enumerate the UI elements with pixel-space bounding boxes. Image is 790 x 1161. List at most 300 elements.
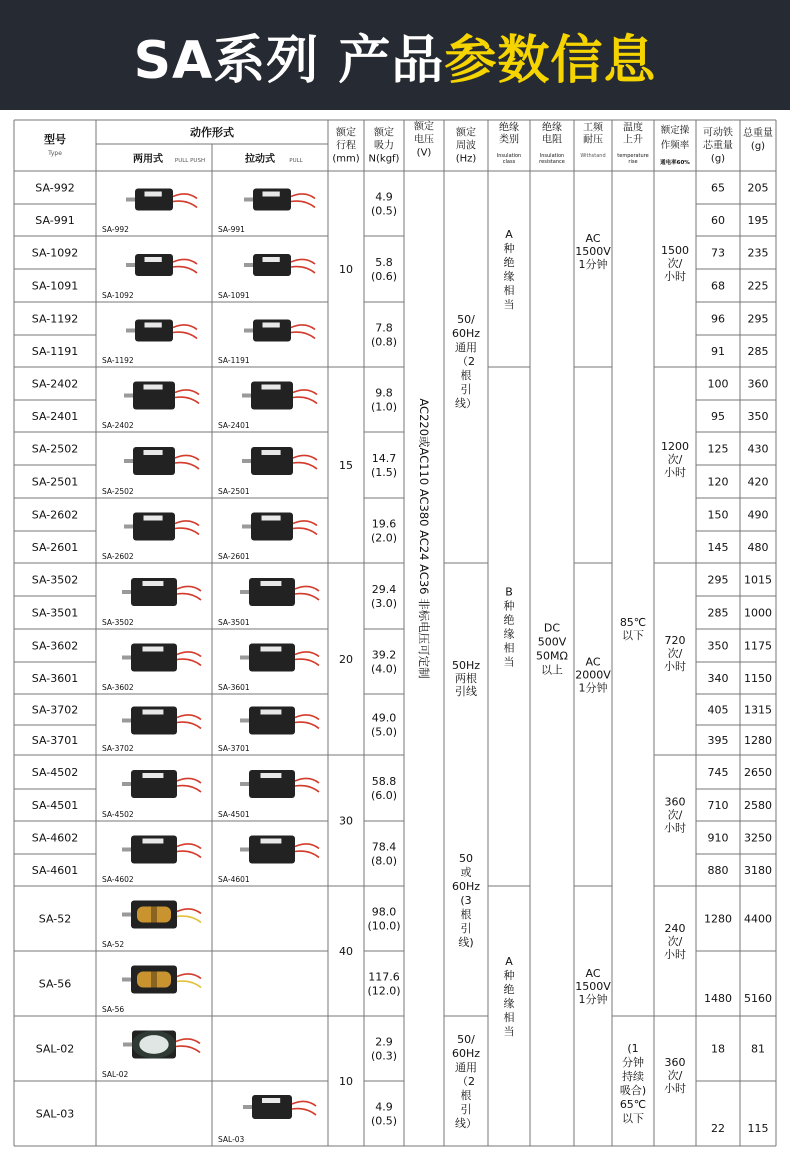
image-label-SA-4502: SA-4502 — [102, 810, 134, 819]
product-image-SA-56-plunger — [122, 978, 131, 982]
force-value-10-line-1: (8.0) — [370, 854, 398, 868]
row-model-SA-3502: SA-3502 — [31, 573, 79, 587]
row-total-weight-SA-4501: 2580 — [744, 799, 772, 812]
frequency-group-4-line-4: 根 — [460, 1088, 472, 1102]
frequency-group-1-line-4: 根 — [460, 368, 472, 382]
row-total-weight-SA-2401: 350 — [747, 410, 769, 423]
frequency-group-3-line-0: 50 — [459, 851, 473, 865]
force-value-1-line-0: 5.8 — [375, 255, 393, 269]
product-image-SA-2501-label — [262, 450, 281, 455]
row-core-weight-SAL-03: 22 — [711, 1122, 725, 1135]
header-temperature-sub-line-0: temperature — [617, 152, 649, 159]
header-total-weight-line-1: (g) — [750, 141, 766, 153]
stroke-value-1: 15 — [339, 459, 353, 472]
row-model-SAL-02: SAL-02 — [35, 1042, 75, 1056]
product-image-SA-1092 — [126, 254, 197, 276]
row-total-weight-SA-2602: 490 — [747, 508, 769, 522]
header-insulation-class-line-1: 类别 — [499, 134, 519, 146]
header-insulation-class-sub-line-1: class — [502, 158, 516, 165]
product-image-SA-4502-label — [143, 773, 164, 778]
rate-group-6-line-1: 次/ — [667, 1068, 683, 1082]
product-image-SAL-03 — [243, 1095, 316, 1119]
product-image-SA-2602-wire-a — [175, 521, 199, 526]
rate-group-2-line-2: 小时 — [664, 465, 686, 479]
voltage-value: AC220或AC110 AC380 AC24 AC36 非标电压可定制 — [417, 398, 431, 679]
product-image-SA-1191 — [244, 320, 315, 342]
product-image-SA-2501-wire-a — [293, 455, 317, 460]
image-label-SA-3502: SA-3502 — [102, 618, 134, 627]
product-image-SA-992-wire-b — [173, 201, 197, 207]
product-image-SA-4501 — [240, 770, 319, 798]
product-image-SAL-03-label — [262, 1098, 280, 1103]
temperature-group-2-line-0: (1 — [627, 1041, 639, 1055]
product-image-SA-1192-plunger — [126, 329, 135, 333]
row-model-SA-4601: SA-4601 — [31, 864, 79, 877]
stroke-value-4: 40 — [339, 945, 353, 958]
image-label-SA-52: SA-52 — [102, 940, 125, 949]
spec-table — [14, 120, 776, 1144]
rate-group-4-line-1: 次/ — [667, 808, 683, 822]
row-total-weight-SAL-02: 81 — [751, 1042, 765, 1056]
product-image-SA-991 — [244, 189, 315, 211]
product-image-SA-2601-label — [262, 516, 281, 521]
header-frequency-line-1: 周波 — [456, 140, 476, 152]
row-model-SA-2401: SA-2401 — [31, 410, 79, 423]
force-value-8-line-1: (5.0) — [370, 725, 398, 739]
product-image-SA-1192-wire-a — [173, 325, 197, 330]
row-core-weight-SA-2601: 145 — [707, 541, 729, 554]
force-value-13-line-1: (0.3) — [370, 1049, 398, 1063]
image-label-SA-3701: SA-3701 — [218, 744, 250, 753]
header-withstand-line-0: 工频 — [583, 122, 603, 134]
product-image-SA-4602-wire-b — [177, 851, 201, 857]
header-total-weight-line-0: 总重量 — [743, 128, 773, 140]
row-model-SA-1191: SA-1191 — [31, 345, 79, 358]
row-total-weight-SA-992: 205 — [747, 181, 769, 195]
row-model-SA-2602: SA-2602 — [31, 508, 79, 522]
image-label-SA-2401: SA-2401 — [218, 421, 250, 430]
product-image-SA-3602-wire-b — [177, 659, 201, 665]
header-rate-sub: 通电率60% — [660, 160, 690, 166]
force-value-4-line-0: 14.7 — [371, 451, 397, 465]
rate-group-1-line-0: 1500 — [661, 243, 689, 257]
rate-group-4-line-2: 小时 — [664, 821, 686, 835]
withstand-group-1-line-2: 1分钟 — [578, 257, 608, 271]
product-image-SA-2602-plunger — [124, 525, 133, 529]
force-value-9-line-1: (6.0) — [370, 788, 398, 802]
header-core-weight-line-0: 可动铁 — [703, 127, 733, 139]
withstand-group-2-line-2: 1分钟 — [578, 681, 608, 695]
frequency-group-4-line-5: 引 — [460, 1102, 472, 1116]
row-core-weight-SA-3601: 340 — [707, 672, 729, 685]
insulation-class-a-1-line-4: 相 — [503, 283, 515, 297]
row-model-SA-3701: SA-3701 — [31, 734, 79, 747]
image-label-SA-2501: SA-2501 — [218, 487, 250, 496]
frequency-group-3-line-4: 根 — [460, 907, 472, 921]
row-model-SA-56: SA-56 — [38, 977, 72, 991]
frequency-group-3-line-1: 或 — [460, 865, 472, 879]
force-value-6-line-1: (3.0) — [370, 596, 398, 610]
row-total-weight-SA-2601: 480 — [747, 541, 769, 554]
header-insulation-class-sub-line-0: Insulation — [496, 152, 522, 159]
product-image-SA-992-plunger — [126, 198, 135, 202]
insulation-resistance-value-line-0: DC — [543, 621, 561, 635]
product-image-SAL-03-wire-b — [292, 1109, 316, 1115]
stroke-value-3: 30 — [339, 814, 353, 828]
force-value-9-line-0: 58.8 — [371, 774, 397, 788]
product-image-SA-4502-plunger — [122, 782, 131, 786]
row-core-weight-SA-3701: 395 — [707, 734, 729, 747]
product-image-SA-3602 — [122, 644, 201, 672]
product-image-SA-3501-plunger — [240, 590, 249, 594]
header-insulation-class-line-0: 绝缘 — [499, 122, 519, 134]
row-core-weight-SA-3602: 350 — [707, 639, 729, 653]
image-label-SA-3602: SA-3602 — [102, 683, 134, 692]
product-image-SA-3502-label — [143, 581, 164, 586]
frequency-group-2-line-2: 引线 — [455, 684, 477, 698]
product-image-SAL-03-wire-a — [292, 1101, 316, 1106]
row-model-SA-3602: SA-3602 — [31, 639, 79, 653]
header-temperature-line-0: 温度 — [623, 122, 643, 134]
insulation-class-b-line-2: 绝 — [503, 613, 515, 627]
stroke-value-5: 10 — [339, 1075, 353, 1088]
header-withstand-line-1: 耐压 — [583, 134, 603, 146]
product-image-SA-3601-wire-b — [295, 659, 319, 665]
row-total-weight-SA-3702: 1315 — [744, 703, 772, 717]
image-label-SA-4501: SA-4501 — [218, 810, 250, 819]
row-total-weight-SA-3501: 1000 — [744, 606, 772, 620]
insulation-class-a-2-line-2: 绝 — [503, 982, 515, 996]
row-total-weight-SA-4602: 3250 — [744, 831, 772, 845]
row-total-weight-SA-3701: 1280 — [744, 734, 772, 747]
product-image-SA-3702-plunger — [122, 719, 131, 723]
insulation-resistance-value-line-2: 50MΩ — [536, 649, 568, 663]
insulation-class-b-line-5: 当 — [503, 655, 515, 669]
withstand-group-1-line-1: 1500V — [575, 244, 611, 258]
product-image-SA-991-label — [263, 192, 280, 197]
frequency-group-3-line-5: 引 — [460, 921, 472, 935]
row-model-SA-4501: SA-4501 — [31, 799, 79, 812]
force-value-8-line-0: 49.0 — [371, 711, 397, 725]
header-frequency-line-2: (Hz) — [455, 153, 477, 165]
force-value-6-line-0: 29.4 — [371, 582, 397, 596]
image-label-SA-1191: SA-1191 — [218, 356, 250, 365]
row-total-weight-SA-3602: 1175 — [744, 639, 772, 653]
header-insulation-resistance-line-0: 绝缘 — [542, 122, 562, 134]
stroke-value-2: 20 — [339, 653, 353, 666]
product-image-SA-1191-label — [263, 323, 280, 328]
product-image-SA-3501-wire-b — [295, 594, 319, 600]
insulation-class-a-2-line-5: 当 — [503, 1024, 515, 1038]
product-image-SA-52-coil-band — [151, 907, 157, 923]
row-core-weight-SA-4502: 745 — [707, 766, 729, 779]
header-pull-sub: PULL — [289, 158, 303, 164]
product-image-SA-1192 — [126, 320, 197, 342]
product-image-SA-52 — [122, 901, 201, 929]
insulation-class-a-1-line-5: 当 — [503, 297, 515, 311]
product-image-SA-2402-wire-b — [175, 397, 199, 403]
product-image-SAL-02-round-label — [139, 1035, 168, 1054]
rate-group-5-line-2: 小时 — [664, 947, 686, 961]
product-image-SA-2402-label — [144, 385, 163, 390]
insulation-class-b-line-0: B — [505, 585, 513, 599]
product-image-SA-2602 — [124, 513, 199, 541]
row-total-weight-SA-4601: 3180 — [744, 864, 772, 877]
product-image-SA-2402-wire-a — [175, 390, 199, 395]
product-image-SA-3601-wire-a — [295, 652, 319, 657]
row-model-SA-2502: SA-2502 — [31, 442, 79, 456]
row-core-weight-SA-2401: 95 — [711, 410, 725, 423]
product-image-SA-991-wire-a — [291, 194, 315, 199]
rate-group-2-line-1: 次/ — [667, 452, 683, 466]
header-force-line-2: N(kgf) — [368, 153, 400, 165]
stroke-value-0: 10 — [339, 263, 353, 276]
temperature-group-2-line-5: 以下 — [622, 1111, 644, 1125]
insulation-class-a-1-line-2: 绝 — [503, 255, 515, 269]
row-core-weight-SA-3702: 405 — [707, 703, 729, 717]
product-image-SA-1092-wire-b — [173, 267, 197, 273]
force-value-5-line-0: 19.6 — [371, 517, 397, 531]
row-total-weight-SA-4502: 2650 — [744, 766, 772, 779]
row-core-weight-SA-4601: 880 — [707, 864, 729, 877]
title-white-part: SA系列 产品 — [133, 30, 445, 91]
product-image-SA-56-coil-band — [151, 972, 157, 988]
product-image-SA-2401-wire-b — [293, 397, 317, 403]
product-image-SA-3701 — [240, 707, 319, 735]
insulation-resistance-value-line-1: 500V — [537, 635, 567, 649]
row-core-weight-SA-991: 60 — [711, 214, 725, 227]
row-core-weight-SA-1092: 73 — [711, 246, 725, 260]
temperature-group-1-line-0: 85℃ — [619, 615, 647, 629]
header-action: 动作形式 — [190, 126, 234, 139]
header-insulation-resistance-sub-line-1: resistance — [539, 158, 565, 165]
product-image-SA-56-wire-a — [177, 974, 201, 979]
insulation-resistance-value-line-3: 以上 — [541, 663, 563, 677]
product-image-SA-3502-wire-b — [177, 594, 201, 600]
product-image-SA-1192-wire-b — [173, 332, 197, 338]
product-image-SA-1191-wire-b — [291, 332, 315, 338]
row-model-SA-3601: SA-3601 — [31, 672, 79, 685]
product-image-SA-4501-wire-b — [295, 786, 319, 792]
frequency-group-4-line-2: 通用 — [455, 1060, 477, 1074]
row-total-weight-SA-56: 5160 — [744, 992, 772, 1005]
frequency-group-4-line-0: 50/ — [457, 1032, 475, 1046]
row-total-weight-SA-991: 195 — [747, 214, 769, 227]
product-image-SAL-02-wire-a — [176, 1039, 200, 1044]
product-image-SA-2501-plunger — [242, 459, 251, 463]
product-image-SA-3501-label — [261, 581, 282, 586]
force-value-4-line-1: (1.5) — [370, 465, 398, 479]
product-image-SA-52-wire-b — [177, 916, 201, 922]
product-image-SA-4602-plunger — [122, 848, 131, 852]
row-total-weight-SA-52: 4400 — [744, 912, 772, 926]
row-core-weight-SA-992: 65 — [711, 181, 725, 195]
product-image-SA-2601-plunger — [242, 525, 251, 529]
row-core-weight-SA-2502: 125 — [707, 442, 729, 456]
row-core-weight-SA-1191: 91 — [711, 345, 725, 358]
product-image-SA-3502-wire-a — [177, 586, 201, 591]
product-image-SA-3701-wire-b — [295, 722, 319, 728]
withstand-group-3-line-2: 1分钟 — [578, 992, 608, 1006]
row-total-weight-SA-2502: 430 — [747, 442, 769, 456]
force-value-14-line-1: (0.5) — [370, 1114, 398, 1128]
product-image-SA-3502-plunger — [122, 590, 131, 594]
image-label-SA-3501: SA-3501 — [218, 618, 250, 627]
product-image-SA-3602-plunger — [122, 656, 131, 660]
force-value-7-line-0: 39.2 — [371, 648, 397, 662]
product-image-SA-2402 — [124, 382, 199, 410]
image-label-SA-56: SA-56 — [102, 1005, 125, 1014]
rate-group-3-line-0: 720 — [664, 633, 686, 647]
frequency-group-4-line-3: （2 — [457, 1074, 475, 1088]
rate-group-5-line-0: 240 — [664, 921, 686, 935]
insulation-class-a-2-line-3: 缘 — [503, 996, 515, 1010]
product-image-SA-52-plunger — [122, 913, 131, 917]
header-core-weight-line-2: (g) — [710, 153, 726, 165]
frequency-group-1-line-2: 通用 — [455, 340, 477, 354]
product-image-SA-3702-wire-b — [177, 722, 201, 728]
header-push-pull-sub: PULL PUSH — [174, 158, 206, 164]
header-force-line-0: 额定 — [374, 127, 394, 139]
insulation-class-b-line-3: 缘 — [503, 627, 515, 641]
header-push-pull: 两用式 — [133, 154, 163, 165]
image-label-SA-2502: SA-2502 — [102, 487, 134, 496]
product-image-SA-4502-wire-a — [177, 778, 201, 783]
image-label-SA-2602: SA-2602 — [102, 552, 134, 561]
withstand-group-3-line-1: 1500V — [575, 979, 611, 993]
row-total-weight-SA-3502: 1015 — [744, 573, 772, 587]
row-core-weight-SA-4501: 710 — [707, 799, 729, 812]
row-core-weight-SA-4602: 910 — [707, 831, 729, 845]
product-image-SA-4501-label — [261, 773, 282, 778]
product-image-SA-991-wire-b — [291, 201, 315, 207]
header-rate-line-0: 额定操 — [660, 124, 690, 136]
frequency-group-1-line-3: （2 — [457, 354, 475, 368]
product-image-SA-3602-wire-a — [177, 652, 201, 657]
product-image-SAL-03-plunger — [243, 1105, 252, 1109]
product-image-SA-4601-label — [261, 839, 282, 844]
row-model-SA-3702: SA-3702 — [31, 703, 79, 717]
product-image-SA-1092-plunger — [126, 263, 135, 267]
row-core-weight-SA-1091: 68 — [711, 279, 725, 293]
image-label-SAL-03: SAL-03 — [218, 1135, 245, 1144]
force-value-3-line-0: 9.8 — [375, 386, 393, 400]
rate-group-3-line-2: 小时 — [664, 659, 686, 673]
rate-group-6-line-2: 小时 — [664, 1081, 686, 1095]
header-voltage-line-1: 电压 — [414, 134, 434, 146]
product-image-SA-4602 — [122, 836, 201, 864]
force-value-10-line-0: 78.4 — [371, 840, 397, 854]
product-image-SA-52-wire-a — [177, 909, 201, 914]
frequency-group-2-line-0: 50Hz — [451, 658, 481, 672]
product-image-SA-1192-label — [145, 323, 162, 328]
header-model-sub: Type — [48, 150, 62, 157]
frequency-group-3-line-6: 线) — [458, 935, 474, 949]
temperature-group-2-line-1: 分钟 — [622, 1055, 644, 1069]
header-stroke-line-0: 额定 — [336, 127, 356, 139]
row-model-SA-1092: SA-1092 — [31, 246, 79, 260]
row-model-SAL-03: SAL-03 — [35, 1107, 75, 1121]
product-image-SA-2502 — [124, 447, 199, 475]
product-image-SA-3602-label — [143, 647, 164, 652]
row-core-weight-SA-3501: 285 — [707, 606, 729, 620]
product-image-SA-4601 — [240, 836, 319, 864]
frequency-group-1-line-5: 引 — [460, 382, 472, 396]
row-total-weight-SA-1191: 285 — [747, 345, 769, 358]
product-image-SA-1191-plunger — [244, 329, 253, 333]
image-label-SA-4601: SA-4601 — [218, 875, 250, 884]
product-image-SA-2601-wire-b — [293, 528, 317, 534]
product-image-SA-2502-wire-a — [175, 455, 199, 460]
rate-group-5-line-1: 次/ — [667, 934, 683, 948]
row-model-SA-4602: SA-4602 — [31, 831, 79, 845]
product-image-SA-2501-wire-b — [293, 463, 317, 469]
rate-group-1-line-2: 小时 — [664, 269, 686, 283]
product-image-SAL-02 — [123, 1031, 200, 1059]
product-image-SA-3701-label — [261, 710, 282, 715]
product-image-SA-3502 — [122, 578, 201, 606]
product-image-SA-1092-label — [145, 257, 162, 262]
header-voltage-line-0: 额定 — [414, 121, 434, 133]
frequency-group-3-line-3: (3 — [460, 893, 472, 907]
product-image-SA-2502-wire-b — [175, 463, 199, 469]
frequency-group-1-line-6: 线） — [455, 396, 477, 410]
row-total-weight-SA-1192: 295 — [747, 312, 769, 326]
row-core-weight-SA-52: 1280 — [704, 912, 732, 926]
row-core-weight-SA-3502: 295 — [707, 573, 729, 587]
row-model-SA-1091: SA-1091 — [31, 279, 79, 293]
force-value-12-line-1: (12.0) — [367, 984, 401, 998]
product-image-SA-2502-plunger — [124, 459, 133, 463]
frequency-group-4-line-1: 60Hz — [451, 1046, 481, 1060]
product-image-SA-3501 — [240, 578, 319, 606]
product-image-SA-4602-wire-a — [177, 844, 201, 849]
product-image-SA-4501-plunger — [240, 782, 249, 786]
product-image-SA-4602-label — [143, 839, 164, 844]
product-image-SA-4601-plunger — [240, 848, 249, 852]
product-image-SA-56 — [122, 966, 201, 994]
product-image-SA-2602-wire-b — [175, 528, 199, 534]
row-core-weight-SA-56: 1480 — [704, 992, 732, 1005]
insulation-class-b-line-4: 相 — [503, 641, 515, 655]
image-label-SA-1092: SA-1092 — [102, 291, 134, 300]
product-image-SA-2602-label — [144, 516, 163, 521]
product-image-SA-1091-wire-a — [291, 259, 315, 264]
header-withstand-sub: Withstand — [580, 153, 606, 159]
product-image-SA-2401 — [242, 382, 317, 410]
image-label-SA-3702: SA-3702 — [102, 744, 134, 753]
row-core-weight-SA-2602: 150 — [707, 508, 729, 522]
product-image-SA-4601-wire-a — [295, 844, 319, 849]
force-value-7-line-1: (4.0) — [370, 662, 398, 676]
rate-group-6-line-0: 360 — [664, 1055, 686, 1069]
page-title — [0, 0, 790, 110]
force-value-3-line-1: (1.0) — [370, 400, 398, 414]
temperature-group-2-line-3: 吸合) — [619, 1083, 647, 1097]
product-image-SAL-02-wire-b — [176, 1046, 200, 1052]
product-image-SA-1091-wire-b — [291, 267, 315, 273]
product-image-SA-992-wire-a — [173, 194, 197, 199]
header-stroke-line-2: (mm) — [332, 153, 360, 165]
insulation-class-a-2-line-1: 种 — [503, 968, 515, 982]
header-core-weight-line-1: 芯重量 — [703, 140, 733, 152]
product-image-SA-3601-plunger — [240, 656, 249, 660]
row-core-weight-SA-2402: 100 — [707, 377, 729, 391]
temperature-group-2-line-4: 65℃ — [619, 1097, 647, 1111]
force-value-0-line-0: 4.9 — [375, 190, 393, 204]
row-core-weight-SA-1192: 96 — [711, 312, 725, 326]
spec-table-svg — [14, 120, 776, 1144]
